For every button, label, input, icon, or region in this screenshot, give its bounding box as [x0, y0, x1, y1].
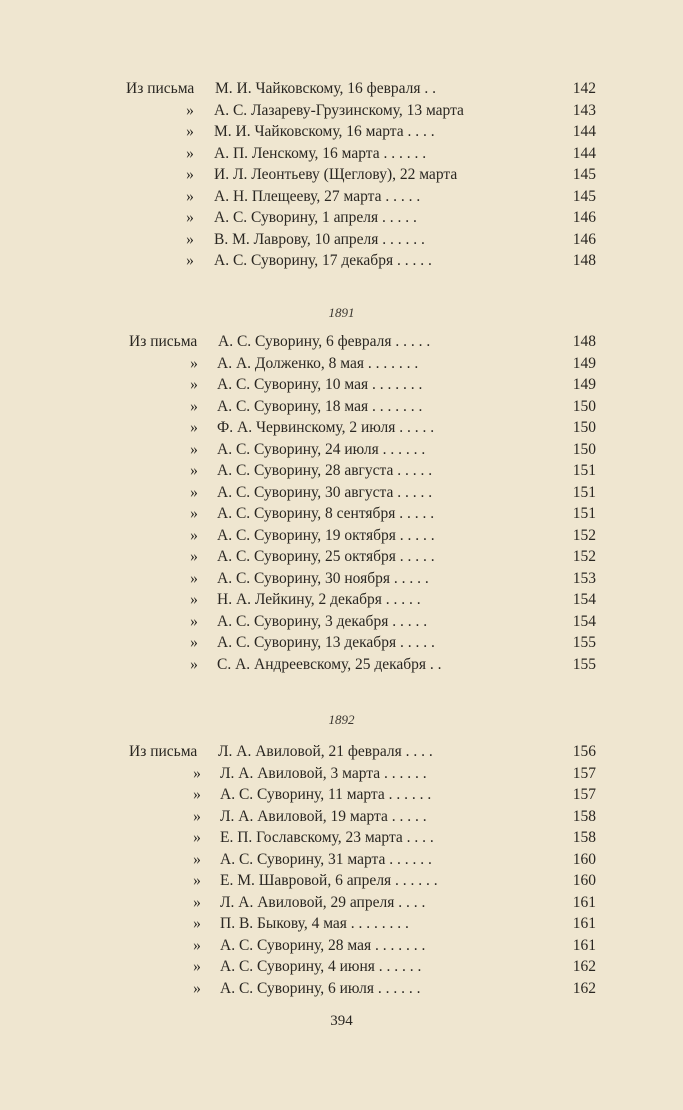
ditto-mark: »: [190, 376, 198, 393]
entry-page-number: 162: [572, 958, 596, 975]
entry-page-number: 149: [572, 354, 596, 372]
entry-text: А. С. Суворину, 1 апреля . . . . .: [214, 209, 417, 226]
ditto-mark: »: [193, 872, 201, 889]
ditto-mark: »: [193, 829, 201, 846]
list-item: [0, 784, 683, 806]
list-item: [0, 143, 683, 165]
ditto-mark: »: [193, 958, 201, 975]
entry-page-number: 148: [572, 252, 596, 269]
entry-text: А. А. Долженко, 8 мая . . . . . . .: [217, 354, 419, 372]
entry-page-number: 161: [572, 893, 596, 911]
list-item: [0, 417, 683, 439]
entry-text: А. С. Суворину, 6 июля . . . . . .: [220, 979, 421, 997]
ditto-mark: »: [190, 548, 198, 565]
ditto-mark: »: [193, 850, 201, 868]
entry-text: Л. А. Авиловой, 19 марта . . . . .: [220, 807, 427, 825]
entry-page-number: 154: [572, 612, 596, 630]
list-item: [0, 589, 683, 611]
list-item: [0, 396, 683, 418]
list-item: [0, 503, 683, 525]
list-item: [0, 439, 683, 461]
ditto-mark: »: [193, 807, 201, 825]
ditto-mark: »: [186, 187, 194, 205]
entry-text: А. С. Суворину, 30 ноября . . . . .: [217, 569, 429, 587]
ditto-mark: »: [190, 505, 198, 522]
entry-page-number: 146: [572, 230, 596, 248]
entry-text: И. Л. Леонтьеву (Щеглову), 22 марта: [214, 166, 458, 183]
ditto-mark: »: [190, 354, 198, 372]
entry-text: А. С. Суворину, 31 марта . . . . . .: [220, 850, 432, 868]
entry-text: А. П. Ленскому, 16 марта . . . . . .: [214, 144, 427, 162]
entry-text: А. С. Суворину, 11 марта . . . . . .: [220, 786, 432, 803]
ditto-mark: »: [190, 612, 198, 630]
list-item: [0, 164, 683, 186]
list-item: [0, 654, 683, 676]
list-item: [0, 935, 683, 957]
ditto-mark: »: [190, 591, 198, 608]
list-item: [0, 870, 683, 892]
entry-text: Е. П. Гославскому, 23 марта . . . .: [220, 829, 434, 846]
entry-page-number: 150: [572, 419, 596, 436]
entry-page-number: 151: [572, 505, 596, 522]
entry-page-number: 162: [572, 979, 596, 997]
entry-page-number: 152: [572, 526, 596, 544]
entry-page-number: 145: [572, 187, 596, 205]
ditto-mark: »: [193, 936, 201, 954]
list-item: [0, 611, 683, 633]
entry-page-number: 161: [572, 936, 596, 954]
list-item: [0, 229, 683, 251]
entry-page-number: 155: [572, 634, 596, 651]
entry-text: Ф. А. Червинскому, 2 июля . . . . .: [217, 419, 435, 436]
list-item: [0, 849, 683, 871]
list-item: [0, 78, 683, 100]
list-item: [0, 460, 683, 482]
entry-text: Н. А. Лейкину, 2 декабря . . . . .: [217, 591, 421, 608]
entry-text: А. С. Суворину, 10 мая . . . . . . .: [217, 376, 423, 393]
entry-page-number: 153: [572, 569, 596, 587]
entry-text: Л. А. Авиловой, 29 апреля . . . .: [220, 893, 426, 911]
entry-page-number: 144: [572, 123, 596, 140]
ditto-mark: »: [190, 634, 198, 651]
ditto-mark: »: [190, 397, 198, 415]
entry-page-number: 150: [572, 440, 596, 458]
list-item: [0, 632, 683, 654]
entry-page-number: 143: [572, 101, 596, 119]
entry-page-number: 156: [572, 743, 596, 760]
ditto-mark: »: [190, 419, 198, 436]
ditto-mark: »: [186, 123, 194, 140]
ditto-mark: »: [190, 569, 198, 587]
list-item: [0, 121, 683, 143]
entry-text: А. С. Суворину, 6 февраля . . . . .: [218, 333, 431, 350]
entry-text: А. С. Лазареву-Грузинскому, 13 марта: [214, 101, 464, 119]
entry-prefix: Из письма: [129, 743, 198, 760]
list-item: [0, 100, 683, 122]
list-item: [0, 978, 683, 1000]
list-item: [0, 827, 683, 849]
entry-page-number: 154: [572, 591, 596, 608]
entry-text: А. С. Суворину, 17 декабря . . . . .: [214, 252, 432, 269]
ditto-mark: »: [186, 101, 194, 119]
list-item: [0, 568, 683, 590]
entry-page-number: 148: [572, 333, 596, 350]
entry-page-number: 155: [572, 655, 596, 673]
contents-section: [0, 741, 683, 999]
ditto-mark: »: [186, 209, 194, 226]
list-item: [0, 525, 683, 547]
entry-page-number: 160: [572, 872, 596, 889]
entry-page-number: 158: [572, 807, 596, 825]
entry-text: А. С. Суворину, 28 мая . . . . . . .: [220, 936, 426, 954]
entry-text: А. Н. Плещееву, 27 марта . . . . .: [214, 187, 421, 205]
list-item: [0, 763, 683, 785]
year-heading: 1892: [328, 712, 355, 727]
list-item: [0, 353, 683, 375]
entry-text: Л. А. Авиловой, 21 февраля . . . .: [218, 743, 433, 760]
entry-page-number: 149: [572, 376, 596, 393]
entry-page-number: 157: [572, 786, 596, 803]
entry-text: А. С. Суворину, 28 августа . . . . .: [217, 462, 433, 479]
entry-prefix: Из письма: [129, 333, 198, 350]
list-item: [0, 250, 683, 272]
list-item: [0, 482, 683, 504]
entry-text: П. В. Быкову, 4 мая . . . . . . . .: [220, 915, 409, 932]
entry-text: А. С. Суворину, 8 сентября . . . . .: [217, 505, 435, 522]
ditto-mark: »: [193, 786, 201, 803]
list-item: [0, 546, 683, 568]
entry-page-number: 158: [572, 829, 596, 846]
entry-prefix: Из письма: [126, 80, 195, 97]
entry-page-number: 142: [572, 80, 596, 97]
entry-text: А. С. Суворину, 25 октября . . . . .: [217, 548, 435, 565]
entry-page-number: 146: [572, 209, 596, 226]
ditto-mark: »: [186, 166, 194, 183]
list-item: [0, 806, 683, 828]
entry-text: А. С. Суворину, 24 июля . . . . . .: [217, 440, 426, 458]
entry-page-number: 160: [572, 850, 596, 868]
ditto-mark: »: [190, 526, 198, 544]
entry-text: С. А. Андреевскому, 25 декабря . .: [217, 655, 442, 673]
list-item: [0, 186, 683, 208]
ditto-mark: »: [193, 764, 201, 782]
list-item: [0, 331, 683, 353]
ditto-mark: »: [190, 483, 198, 501]
entry-page-number: 151: [572, 483, 596, 501]
entry-text: В. М. Лаврову, 10 апреля . . . . . .: [214, 230, 425, 248]
ditto-mark: »: [186, 230, 194, 248]
entry-text: А. С. Суворину, 19 октября . . . . .: [217, 526, 435, 544]
list-item: [0, 207, 683, 229]
page-number: 394: [330, 1013, 353, 1029]
entry-page-number: 161: [572, 915, 596, 932]
entry-text: А. С. Суворину, 13 декабря . . . . .: [217, 634, 435, 651]
entry-text: Л. А. Авиловой, 3 марта . . . . . .: [220, 764, 427, 782]
entry-text: Е. М. Шавровой, 6 апреля . . . . . .: [220, 872, 438, 889]
ditto-mark: »: [186, 252, 194, 269]
entry-text: А. С. Суворину, 4 июня . . . . . .: [220, 958, 422, 975]
entry-text: А. С. Суворину, 3 декабря . . . . .: [217, 612, 428, 630]
ditto-mark: »: [190, 440, 198, 458]
ditto-mark: »: [193, 979, 201, 997]
list-item: [0, 741, 683, 763]
entry-page-number: 150: [572, 397, 596, 415]
ditto-mark: »: [193, 893, 201, 911]
year-heading: 1891: [328, 305, 355, 320]
entry-text: М. И. Чайковскому, 16 февраля . .: [215, 80, 437, 97]
ditto-mark: »: [190, 655, 198, 673]
entry-page-number: 157: [572, 764, 596, 782]
entry-page-number: 144: [572, 144, 596, 162]
ditto-mark: »: [190, 462, 198, 479]
contents-section: [0, 331, 683, 675]
entry-text: М. И. Чайковскому, 16 марта . . . .: [214, 123, 435, 140]
ditto-mark: »: [193, 915, 201, 932]
entry-text: А. С. Суворину, 18 мая . . . . . . .: [217, 397, 423, 415]
entry-page-number: 152: [572, 548, 596, 565]
list-item: [0, 956, 683, 978]
list-item: [0, 892, 683, 914]
entry-text: А. С. Суворину, 30 августа . . . . .: [217, 483, 433, 501]
list-item: [0, 374, 683, 396]
ditto-mark: »: [186, 144, 194, 162]
contents-section: [0, 78, 683, 272]
entry-page-number: 145: [572, 166, 596, 183]
list-item: [0, 913, 683, 935]
entry-page-number: 151: [572, 462, 596, 479]
